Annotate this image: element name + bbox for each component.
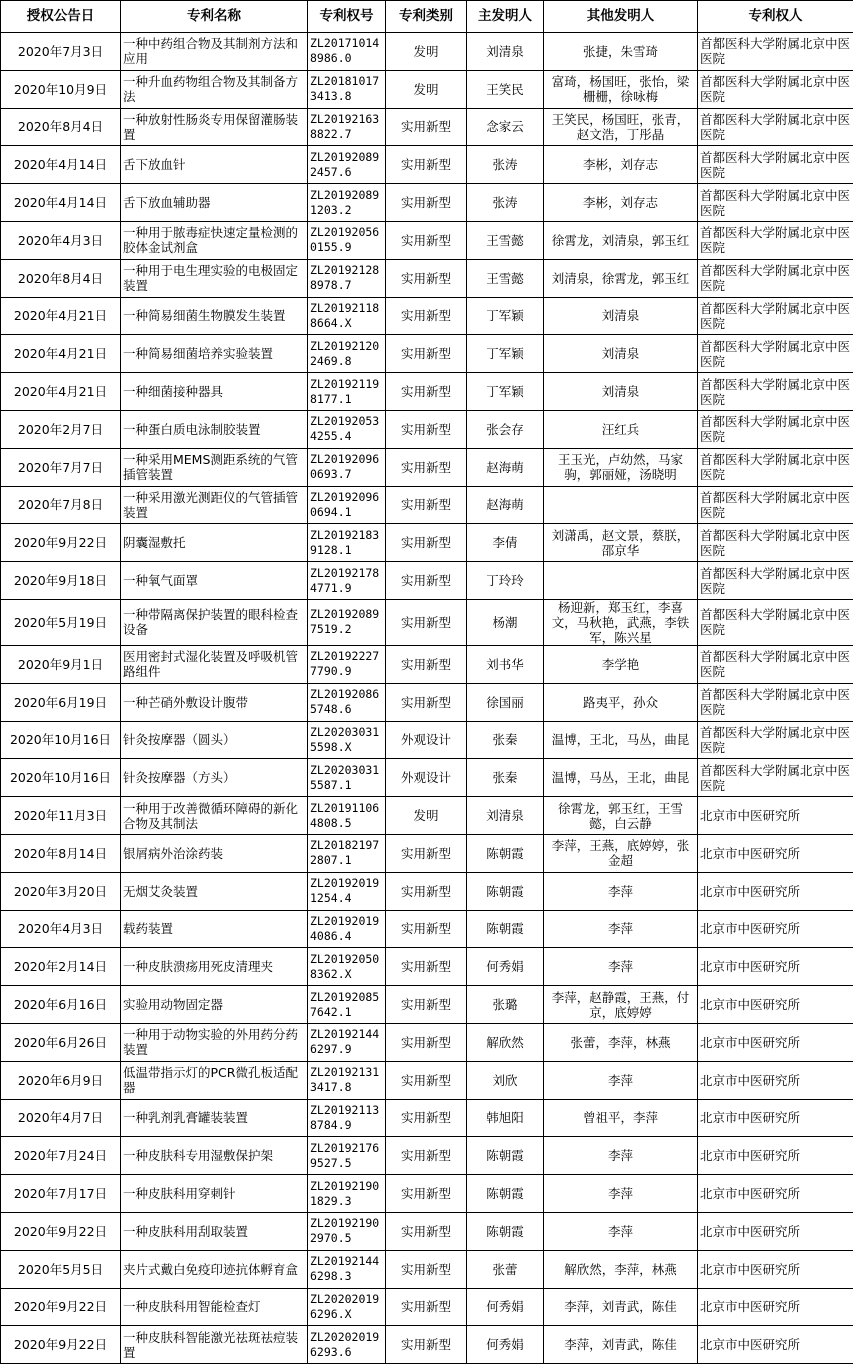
cell-type: 实用新型 [386,562,467,600]
cell-name: 一种放射性肠炎专用保留灌肠装置 [121,108,308,146]
cell-number: ZL201821972807.1 [308,834,386,872]
cell-other-inventors: 曾祖平，李萍 [544,1099,698,1137]
cell-name: 一种带隔离保护装置的眼科检查设备 [121,599,308,645]
cell-date: 2020年10月16日 [1,721,121,759]
cell-type: 实用新型 [386,599,467,645]
cell-inventor: 念家云 [467,108,544,146]
cell-other-inventors: 李彬，刘存志 [544,146,698,184]
cell-other-inventors: 刘清泉 [544,335,698,373]
cell-owner: 首都医科大学附属北京中医医院 [698,335,853,373]
cell-type: 实用新型 [386,1326,467,1364]
header-row [1,1,853,33]
cell-inventor: 陈朝霞 [467,910,544,948]
cell-other-inventors: 张蕾，李萍，林燕 [544,1023,698,1061]
cell-name: 一种中药组合物及其制剂方法和应用 [121,33,308,71]
cell-number: ZL201920891203.2 [308,184,386,222]
cell-name: 一种简易细菌生物膜发生装置 [121,297,308,335]
table-row [1,448,853,486]
cell-date: 2020年4月3日 [1,221,121,259]
cell-owner: 北京市中医研究所 [698,1061,853,1099]
cell-other-inventors: 李萍，王燕，底婷婷，张金超 [544,834,698,872]
cell-owner: 首都医科大学附属北京中医医院 [698,683,853,721]
header-name: 专利名称 [121,1,308,33]
cell-inventor: 王雪懿 [467,221,544,259]
cell-owner: 北京市中医研究所 [698,986,853,1024]
cell-number: ZL201920960693.7 [308,448,386,486]
cell-name: 阴囊湿敷托 [121,524,308,562]
cell-name: 一种皮肤溃疡用死皮清理夹 [121,948,308,986]
cell-type: 外观设计 [386,721,467,759]
cell-inventor: 张秦 [467,721,544,759]
cell-date: 2020年5月19日 [1,599,121,645]
cell-other-inventors: 温博，王北，马丛，曲昆 [544,721,698,759]
cell-owner: 首都医科大学附属北京中医医院 [698,373,853,411]
table-row [1,986,853,1024]
cell-owner: 北京市中医研究所 [698,1137,853,1175]
cell-other-inventors: 富琦，杨国旺，张怡，梁栅栅，徐咏梅 [544,70,698,108]
cell-inventor: 陈朝霞 [467,872,544,910]
table-row [1,335,853,373]
cell-number: ZL201920191254.4 [308,872,386,910]
cell-date: 2020年2月7日 [1,410,121,448]
cell-name: 一种皮肤科用智能检查灯 [121,1288,308,1326]
cell-other-inventors: 刘潇禹，赵文景，蔡朕，邵京华 [544,524,698,562]
cell-date: 2020年9月1日 [1,645,121,683]
cell-other-inventors: 李萍 [544,910,698,948]
cell-number: ZL202030315598.X [308,721,386,759]
cell-other-inventors: 杨迎新，郑玉红，李喜文，马秋艳，武燕，李铁军，陈兴星 [544,599,698,645]
cell-owner: 北京市中医研究所 [698,1288,853,1326]
cell-name: 一种皮肤科智能激光祛斑祛痘装置 [121,1326,308,1364]
cell-date: 2020年6月19日 [1,683,121,721]
cell-inventor: 何秀娟 [467,1288,544,1326]
cell-inventor: 刘欣 [467,1061,544,1099]
table-row [1,1250,853,1288]
cell-number: ZL201920865748.6 [308,683,386,721]
header-number: 专利权号 [308,1,386,33]
cell-other-inventors: 李萍 [544,948,698,986]
cell-type: 发明 [386,33,467,71]
cell-other-inventors: 李萍 [544,1212,698,1250]
cell-date: 2020年10月9日 [1,70,121,108]
cell-name: 无烟艾灸装置 [121,872,308,910]
cell-other-inventors: 刘清泉 [544,373,698,411]
cell-owner: 北京市中医研究所 [698,948,853,986]
cell-type: 实用新型 [386,683,467,721]
cell-inventor: 赵海萌 [467,486,544,524]
cell-number: ZL201921839128.1 [308,524,386,562]
cell-name: 一种皮肤科专用湿敷保护架 [121,1137,308,1175]
cell-name: 一种用于脓毒症快速定量检测的胶体金试剂盒 [121,221,308,259]
cell-number: ZL201920857642.1 [308,986,386,1024]
cell-date: 2020年6月16日 [1,986,121,1024]
table-row [1,297,853,335]
cell-other-inventors: 刘清泉，徐霄龙，郭玉红 [544,259,698,297]
cell-number: ZL201911064808.5 [308,797,386,835]
cell-inventor: 张会存 [467,410,544,448]
cell-number: ZL201921188664.X [308,297,386,335]
cell-other-inventors: 李学艳 [544,645,698,683]
cell-number: ZL201920892457.6 [308,146,386,184]
cell-owner: 首都医科大学附属北京中医医院 [698,146,853,184]
cell-other-inventors: 汪红兵 [544,410,698,448]
cell-number: ZL201921638822.7 [308,108,386,146]
cell-inventor: 韩旭阳 [467,1099,544,1137]
cell-date: 2020年7月8日 [1,486,121,524]
table-row [1,108,853,146]
cell-other-inventors: 徐霄龙，刘清泉，郭玉红 [544,221,698,259]
table-row [1,683,853,721]
cell-owner: 北京市中医研究所 [698,1250,853,1288]
cell-type: 实用新型 [386,486,467,524]
cell-owner: 首都医科大学附属北京中医医院 [698,70,853,108]
cell-type: 实用新型 [386,834,467,872]
cell-inventor: 刘清泉 [467,33,544,71]
table-row [1,872,853,910]
cell-other-inventors [544,562,698,600]
cell-type: 实用新型 [386,146,467,184]
cell-number: ZL201921902970.5 [308,1212,386,1250]
cell-name: 银屑病外治涂药装 [121,834,308,872]
cell-inventor: 何秀娟 [467,1326,544,1364]
cell-owner: 首都医科大学附属北京中医医院 [698,410,853,448]
cell-number: ZL202020196296.X [308,1288,386,1326]
cell-name: 一种细菌接种器具 [121,373,308,411]
cell-number: ZL201921198177.1 [308,373,386,411]
cell-owner: 首都医科大学附属北京中医医院 [698,599,853,645]
cell-number: ZL201920194086.4 [308,910,386,948]
cell-owner: 北京市中医研究所 [698,1326,853,1364]
cell-inventor: 张涛 [467,146,544,184]
cell-name: 实验用动物固定器 [121,986,308,1024]
cell-name: 一种用于电生理实验的电极固定装置 [121,259,308,297]
cell-inventor: 陈朝霞 [467,1175,544,1213]
cell-inventor: 刘书华 [467,645,544,683]
cell-inventor: 陈朝霞 [467,1137,544,1175]
cell-inventor: 陈朝霞 [467,834,544,872]
cell-owner: 首都医科大学附属北京中医医院 [698,184,853,222]
cell-owner: 北京市中医研究所 [698,1023,853,1061]
cell-inventor: 张秦 [467,759,544,797]
cell-type: 实用新型 [386,948,467,986]
table-row [1,562,853,600]
cell-type: 实用新型 [386,221,467,259]
cell-other-inventors [544,486,698,524]
cell-date: 2020年11月3日 [1,797,121,835]
cell-date: 2020年9月22日 [1,1212,121,1250]
cell-date: 2020年9月22日 [1,1288,121,1326]
cell-name: 一种皮肤科用刮取装置 [121,1212,308,1250]
cell-date: 2020年4月21日 [1,373,121,411]
cell-name: 医用密封式湿化装置及呼吸机管路组件 [121,645,308,683]
cell-date: 2020年4月14日 [1,184,121,222]
cell-type: 实用新型 [386,986,467,1024]
cell-name: 一种用于动物实验的外用药分药装置 [121,1023,308,1061]
cell-type: 发明 [386,797,467,835]
cell-number: ZL201921138784.9 [308,1099,386,1137]
cell-type: 实用新型 [386,1288,467,1326]
table-row [1,524,853,562]
cell-other-inventors: 李萍，刘青武，陈佳 [544,1288,698,1326]
header-other-inventors: 其他发明人 [544,1,698,33]
cell-owner: 首都医科大学附属北京中医医院 [698,562,853,600]
cell-type: 实用新型 [386,297,467,335]
cell-date: 2020年4月3日 [1,910,121,948]
cell-date: 2020年7月3日 [1,33,121,71]
cell-date: 2020年9月22日 [1,524,121,562]
cell-date: 2020年5月5日 [1,1250,121,1288]
cell-owner: 首都医科大学附属北京中医医院 [698,259,853,297]
cell-inventor: 杨潮 [467,599,544,645]
table-row [1,373,853,411]
table-row [1,1023,853,1061]
cell-inventor: 王雪懿 [467,259,544,297]
cell-number: ZL201920534255.4 [308,410,386,448]
cell-other-inventors: 王笑民，杨国旺，张青，赵文浩，丁彤晶 [544,108,698,146]
cell-other-inventors: 李萍 [544,1175,698,1213]
cell-inventor: 刘清泉 [467,797,544,835]
cell-owner: 北京市中医研究所 [698,1212,853,1250]
table-row [1,1212,853,1250]
cell-owner: 北京市中医研究所 [698,1099,853,1137]
cell-date: 2020年9月18日 [1,562,121,600]
cell-number: ZL201920508362.X [308,948,386,986]
cell-other-inventors: 李萍，赵静霞，王燕，付京，底婷婷 [544,986,698,1024]
table-row [1,259,853,297]
cell-owner: 首都医科大学附属北京中医医院 [698,221,853,259]
cell-other-inventors: 解欣然，李萍，林燕 [544,1250,698,1288]
cell-name: 一种用于改善微循环障碍的新化合物及其制法 [121,797,308,835]
cell-number: ZL201920960694.1 [308,486,386,524]
cell-owner: 首都医科大学附属北京中医医院 [698,524,853,562]
cell-inventor: 丁军颖 [467,373,544,411]
table-row [1,486,853,524]
cell-owner: 首都医科大学附属北京中医医院 [698,108,853,146]
cell-type: 实用新型 [386,108,467,146]
table-row [1,645,853,683]
cell-name: 一种蛋白质电泳制胶装置 [121,410,308,448]
table-row [1,1099,853,1137]
cell-inventor: 丁军颖 [467,335,544,373]
cell-owner: 首都医科大学附属北京中医医院 [698,33,853,71]
cell-type: 实用新型 [386,448,467,486]
cell-type: 实用新型 [386,1250,467,1288]
cell-number: ZL201921202469.8 [308,335,386,373]
cell-date: 2020年8月4日 [1,108,121,146]
cell-name: 一种简易细菌培养实验装置 [121,335,308,373]
cell-inventor: 丁玲玲 [467,562,544,600]
header-inventor: 主发明人 [467,1,544,33]
table-row [1,910,853,948]
table-row [1,1326,853,1364]
cell-date: 2020年8月14日 [1,834,121,872]
cell-other-inventors: 温博，马丛，王北，曲昆 [544,759,698,797]
cell-inventor: 张璐 [467,986,544,1024]
cell-number: ZL201921784771.9 [308,562,386,600]
cell-name: 针灸按摩器（圆头） [121,721,308,759]
cell-type: 实用新型 [386,645,467,683]
header-owner: 专利权人 [698,1,853,33]
cell-owner: 北京市中医研究所 [698,910,853,948]
cell-type: 实用新型 [386,1212,467,1250]
cell-other-inventors: 李萍 [544,1137,698,1175]
header-type: 专利类别 [386,1,467,33]
cell-type: 实用新型 [386,1175,467,1213]
cell-type: 实用新型 [386,1137,467,1175]
cell-name: 一种采用激光测距仪的气管插管装置 [121,486,308,524]
table-row [1,834,853,872]
cell-name: 一种氧气面罩 [121,562,308,600]
cell-date: 2020年2月14日 [1,948,121,986]
table-row [1,410,853,448]
cell-date: 2020年4月14日 [1,146,121,184]
cell-type: 实用新型 [386,524,467,562]
cell-name: 低温带指示灯的PCR微孔板适配器 [121,1061,308,1099]
table-row [1,759,853,797]
cell-number: ZL202030315587.1 [308,759,386,797]
cell-type: 实用新型 [386,259,467,297]
cell-date: 2020年4月21日 [1,335,121,373]
cell-owner: 北京市中医研究所 [698,834,853,872]
cell-owner: 首都医科大学附属北京中医医院 [698,297,853,335]
cell-type: 实用新型 [386,1061,467,1099]
cell-inventor: 丁军颖 [467,297,544,335]
table-row [1,1288,853,1326]
cell-inventor: 王笑民 [467,70,544,108]
cell-owner: 北京市中医研究所 [698,872,853,910]
cell-type: 实用新型 [386,1023,467,1061]
cell-name: 一种升血药物组合物及其制备方法 [121,70,308,108]
cell-number: ZL201921446298.3 [308,1250,386,1288]
cell-number: ZL201920560155.9 [308,221,386,259]
cell-type: 发明 [386,70,467,108]
table-row [1,1061,853,1099]
cell-date: 2020年9月22日 [1,1326,121,1364]
cell-date: 2020年6月9日 [1,1061,121,1099]
cell-other-inventors: 李彬，刘存志 [544,184,698,222]
cell-date: 2020年4月21日 [1,297,121,335]
cell-other-inventors: 刘清泉 [544,297,698,335]
cell-owner: 北京市中医研究所 [698,1175,853,1213]
table-row [1,1137,853,1175]
header-date: 授权公告日 [1,1,121,33]
cell-number: ZL201921446297.9 [308,1023,386,1061]
cell-name: 针灸按摩器（方头） [121,759,308,797]
cell-inventor: 李倩 [467,524,544,562]
cell-other-inventors: 李萍 [544,1061,698,1099]
table-row [1,721,853,759]
cell-owner: 首都医科大学附属北京中医医院 [698,448,853,486]
cell-date: 2020年7月24日 [1,1137,121,1175]
cell-owner: 首都医科大学附属北京中医医院 [698,645,853,683]
cell-date: 2020年3月20日 [1,872,121,910]
cell-number: ZL201810173413.8 [308,70,386,108]
cell-number: ZL201921901829.3 [308,1175,386,1213]
cell-date: 2020年7月7日 [1,448,121,486]
table-row [1,948,853,986]
cell-date: 2020年7月17日 [1,1175,121,1213]
cell-type: 实用新型 [386,184,467,222]
cell-number: ZL201920897519.2 [308,599,386,645]
table-row [1,797,853,835]
cell-number: ZL201921313417.8 [308,1061,386,1099]
cell-other-inventors: 李萍，刘青武，陈佳 [544,1326,698,1364]
cell-other-inventors: 路夷平，孙众 [544,683,698,721]
cell-other-inventors: 李萍 [544,872,698,910]
cell-number: ZL201922277790.9 [308,645,386,683]
cell-name: 一种芒硝外敷设计腹带 [121,683,308,721]
cell-type: 实用新型 [386,335,467,373]
cell-owner: 首都医科大学附属北京中医医院 [698,759,853,797]
cell-inventor: 徐国丽 [467,683,544,721]
cell-other-inventors: 徐霄龙，郭玉红，王雪懿，白云静 [544,797,698,835]
cell-inventor: 赵海萌 [467,448,544,486]
cell-inventor: 张蕾 [467,1250,544,1288]
cell-other-inventors: 张捷，朱雪琦 [544,33,698,71]
cell-name: 一种乳剂乳膏罐装装置 [121,1099,308,1137]
cell-name: 夹片式戴白免疫印迹抗体孵育盒 [121,1250,308,1288]
table-row [1,1175,853,1213]
table-row [1,599,853,645]
cell-type: 实用新型 [386,872,467,910]
table-row [1,184,853,222]
cell-type: 外观设计 [386,759,467,797]
cell-type: 实用新型 [386,910,467,948]
cell-name: 舌下放血辅助器 [121,184,308,222]
cell-name: 一种采用MEMS测距系统的气管插管装置 [121,448,308,486]
table-row [1,146,853,184]
cell-inventor: 张涛 [467,184,544,222]
table-row [1,70,853,108]
cell-owner: 首都医科大学附属北京中医医院 [698,721,853,759]
cell-type: 实用新型 [386,1099,467,1137]
cell-owner: 北京市中医研究所 [698,797,853,835]
cell-number: ZL201921288978.7 [308,259,386,297]
cell-number: ZL201921769527.5 [308,1137,386,1175]
cell-date: 2020年8月4日 [1,259,121,297]
cell-inventor: 何秀娟 [467,948,544,986]
cell-date: 2020年6月26日 [1,1023,121,1061]
table-row [1,221,853,259]
table-row [1,33,853,71]
cell-inventor: 解欣然 [467,1023,544,1061]
cell-type: 实用新型 [386,373,467,411]
cell-date: 2020年10月16日 [1,759,121,797]
cell-name: 舌下放血针 [121,146,308,184]
cell-name: 一种皮肤科用穿刺针 [121,1175,308,1213]
table-body [1,33,853,1364]
cell-type: 实用新型 [386,410,467,448]
cell-owner: 首都医科大学附属北京中医医院 [698,486,853,524]
cell-name: 载药装置 [121,910,308,948]
cell-other-inventors: 王玉光，卢幼然，马家驹，郭丽娅，汤晓明 [544,448,698,486]
cell-number: ZL202020196293.6 [308,1326,386,1364]
cell-date: 2020年4月7日 [1,1099,121,1137]
cell-inventor: 陈朝霞 [467,1212,544,1250]
cell-number: ZL201710148986.0 [308,33,386,71]
